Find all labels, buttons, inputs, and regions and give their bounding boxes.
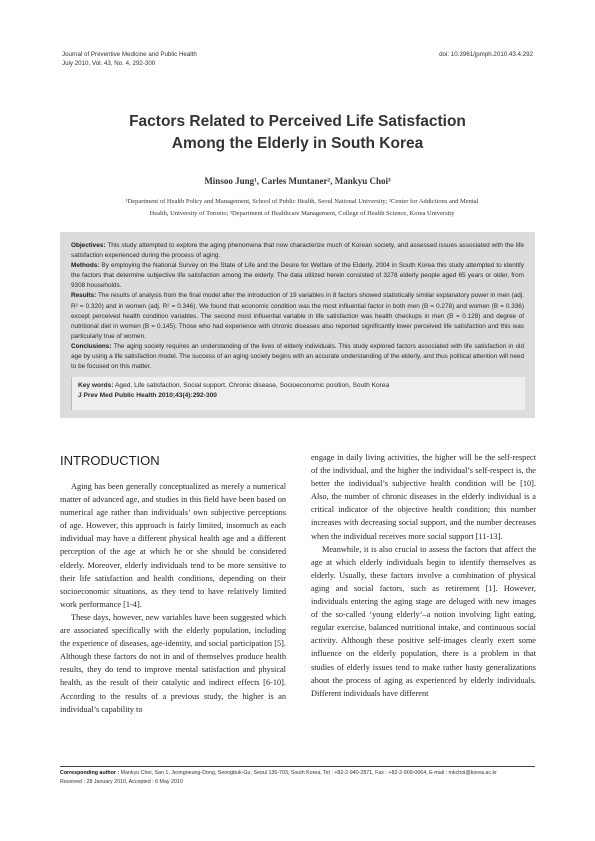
abstract-conclusions (71, 342, 524, 372)
abstract-box (60, 232, 535, 418)
journal-name: Journal of Preventive Medicine and Public Health (62, 51, 197, 58)
journal-header (62, 50, 197, 68)
article-title (0, 111, 595, 155)
footer-divider (60, 766, 535, 767)
title-line-1: Factors Related to Perceived Life Satisfaction (129, 113, 466, 130)
keywords-box (71, 377, 525, 410)
received-dates: Received : 28 January 2010, Accepted : 6 May 2010 (60, 779, 183, 785)
affiliations-line-2: Health, University of Toronto; ³Department of Healthcare Management, College of Health Science, Korea University (149, 209, 455, 217)
citation (78, 391, 389, 401)
paragraph: These days, however, new variables have been suggested which are associated specifically with the elderly population, including the experience of diseases, age-identity, and social participation [5]. Although these factors do not in and of themselves produce health results, they do tend to improve mental satisfaction and physical health, as the result of their catalytic and indirect effects [6-10]. According to the results of a previous study, the higher is an individual’s capability to (60, 612, 286, 714)
journal-issue: July 2010, Vol. 43, No. 4, 292-300 (62, 60, 156, 67)
affiliations (78, 196, 526, 219)
objectives-text: This study attempted to explore the aging phenomena that now characterize much of Korean society, and assessed issues associated with the life satisfaction experienced during the process of aging. (71, 242, 524, 260)
doi: doi: 10.3961/jpmph.2010.43.4.292 (439, 51, 533, 58)
abstract-methods (71, 261, 524, 291)
left-column (60, 480, 286, 716)
paragraph: engage in daily living activities, the higher will be the self-respect of the individual, and the higher the individual’s self-respect is, the better the individual’s subjective health condition will be [10]. Also, the number of chronic diseases in the elderly individual is a critical indicator of the objective health condition; this number increases with decreasing social support, and the number decreases when the individual receives more social support [11-13]. (311, 453, 536, 541)
conclusions-label: Conclusions: (71, 342, 112, 350)
corresponding-label: Corresponding author : (60, 770, 120, 776)
keywords-text: Aged, Life satisfaction, Social support, Chronic disease, Socioeconomic position, South Korea (113, 382, 390, 389)
section-title: INTRODUCTION (60, 453, 160, 468)
corresponding-author (60, 769, 540, 778)
abstract-objectives (71, 241, 524, 261)
abstract-results (71, 291, 524, 341)
results-text: The results of analysis from the final model after the introduction of 19 variables in 8 factors showed statistically similar explanatory power in men (adj. R² = 0.320) and in women (adj. R² = 0.346). We found that economic condition was the most influential factor in both men (B = 0.278) and women (B = 0.336) except perceived health condition variables. The second most influential variable in life satisfaction was health checkups in men (B = 0.128) and degree of nutritional diet in women (B = 0.145). Those who had experience with chronic diseases also reported significantly lower perceived life satisfaction and this was particularly true of women. (71, 292, 524, 340)
objectives-label: Objectives: (71, 242, 106, 249)
keywords-block (78, 381, 389, 401)
right-column (311, 451, 536, 700)
footer (60, 769, 540, 787)
authors: Minsoo Jung¹, Carles Muntaner², Mankyu Choi³ (204, 176, 391, 186)
methods-text: By employing the National Survey on the State of Life and the Desire for Welfare of the Elderly, 2004 in South Korea this study attempted to identify the factors that determine subjective life satisfaction among the elderly. The data utilized herein consisted of 3278 elderly people aged 65 years or older, from 9308 households. (71, 262, 524, 290)
title-line-2: Among the Elderly in South Korea (171, 135, 424, 152)
paragraph: Aging has been generally conceptualized as merely a numerical matter of advanced age, and studies in this field have been based on numerical age rather than individuals’ own subjective perceptions of age. However, this approach is fairly limited, insomuch as each individual may have a different physical health age and a different perception of the age at which he or she should be considered elderly. Moreover, elderly individuals tend to be more sensitive to their life satisfaction and health conditions, depending on their socioeconomic situations, as they tend to have relatively limited work performance [1-4]. (60, 482, 286, 609)
abstract (71, 241, 524, 372)
corresponding-text: Mankyu Choi, San 1, Jeongneung-Dong, Seongbuk-Gu, Seoul 136-703, South Korea, Tel : +82-2-940-2871, Fax : +82-2-909-0064, E-mail : mkchoi@korea.ac.kr (119, 770, 497, 776)
keywords-label: Key words: (78, 382, 114, 389)
keywords-line (78, 381, 389, 391)
paragraph: Meanwhile, it is also crucial to assess the factors that affect the age at which elderly individuals begin to identify themselves as elderly. Usually, these factors involve a combination of physical aging and social factors, such as retirement [1]. However, individuals entering the aging stage are deluged with new images of the so-called ‘young elderly’–a notion involving light eating, regular exercise, balanced nutritional intake, and continuous social activity. Although these positive self-images clearly exert some influence on the elderly population, there is a problem in that studies of elderly issues tend to make rather hasty generalizations about the process of aging as experienced by elderly individuals. Different individuals have different (311, 544, 536, 698)
methods-label: Methods: (71, 262, 100, 270)
conclusions-text: The aging society requires an understanding of the lives of elderly individuals. This study explored factors associated with life satisfaction in old age by using a life satisfaction model. The success of an aging society begins with an accurate understanding of the elderly, and thus political attention will need to be focused on this matter. (71, 342, 524, 371)
results-label: Results: (71, 292, 97, 300)
citation-text: J Prev Med Public Health 2010;43(4):292-300 (78, 392, 217, 399)
affiliations-line-1: ¹Department of Health Policy and Management, School of Public Health, Seoul National University; ²Center for Addictions and Mental (125, 198, 479, 205)
